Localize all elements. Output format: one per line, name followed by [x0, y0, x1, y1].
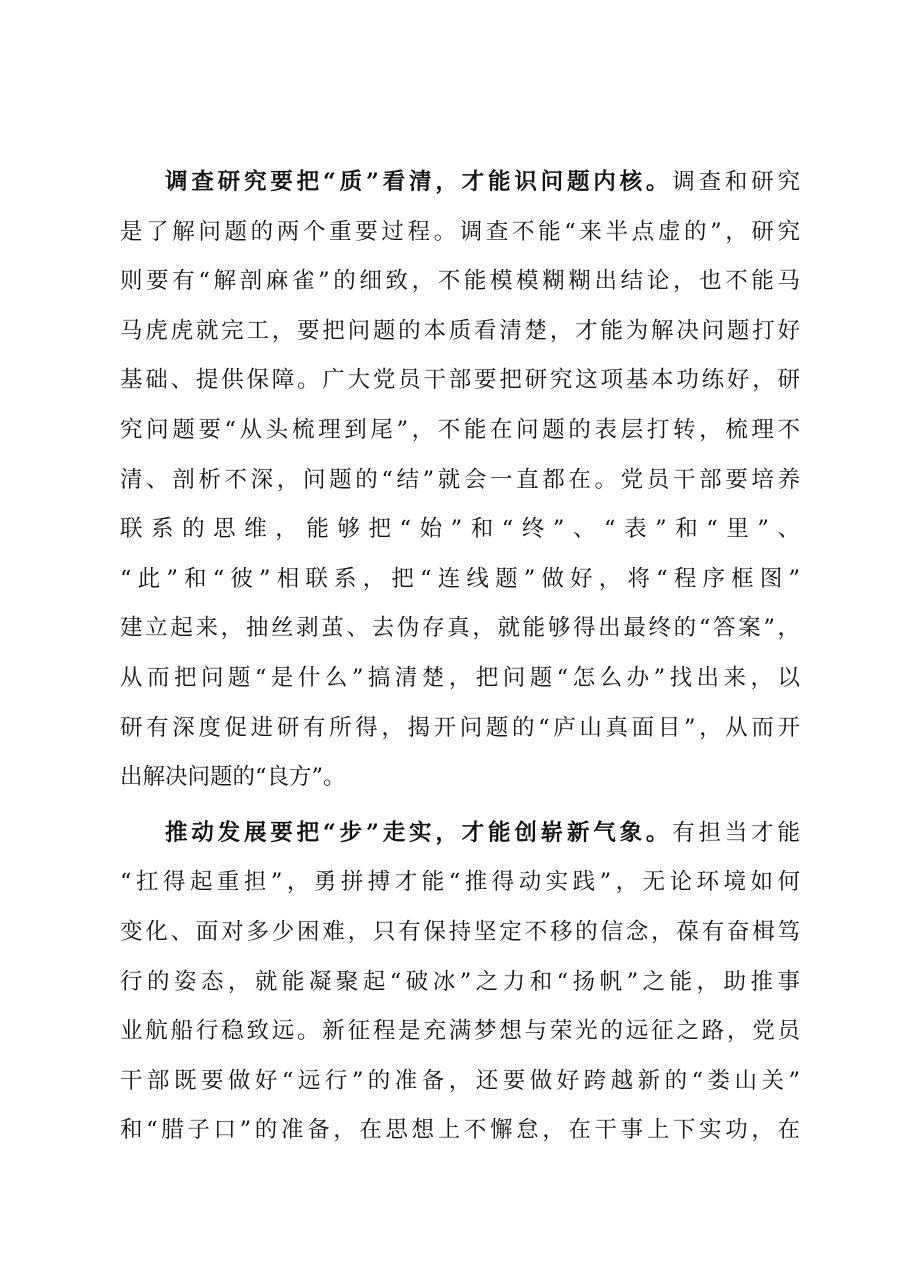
paragraph-text: 有担当才能: [672, 819, 800, 846]
paragraph-line: 马虎虎就完工，要把问题的本质看清楚，才能为解决问题打好: [120, 317, 800, 344]
paragraph-lead: 推动发展要把“步”走实，才能创崭新气象。: [165, 819, 673, 846]
paragraph-line: 究问题要“从头梳理到尾”，不能在问题的表层打转，梳理不: [120, 416, 800, 443]
document-body: [120, 158, 800, 1156]
paragraph-line: 和“腊子口”的准备，在思想上不懈怠，在干事上下实功，在: [120, 1117, 800, 1144]
paragraph-line: 研有深度促进研有所得，揭开问题的“庐山真面目”，从而开: [120, 714, 800, 741]
paragraph-line: 从而把问题“是什么”搞清楚，把问题“怎么办”找出来，以: [120, 664, 800, 691]
paragraph-line: “扛得起重担”，勇拼搏才能“推得动实践”，无论环境如何: [120, 869, 800, 896]
paragraph-line: 清、剖析不深，问题的“结”就会一直都在。党员干部要培养: [120, 466, 800, 493]
paragraph-line: 基础、提供保障。广大党员干部要把研究这项基本功练好，研: [120, 367, 800, 394]
paragraph-line: 干部既要做好“远行”的准备，还要做好跨越新的“娄山关”: [120, 1067, 800, 1094]
paragraph-lead: 调查研究要把“质”看清，才能识问题内核。: [165, 169, 673, 195]
paragraph-line: 联系的思维，能够把“始”和“终”、“表”和“里”、: [120, 516, 800, 543]
paragraph-line: 变化、面对多少困难，只有保持坚定不移的信念，葆有奋楫笃: [120, 918, 800, 945]
paragraph-text: 调查和研究: [672, 169, 800, 195]
paragraph-line: [120, 158, 800, 208]
paragraph-line: 出解决问题的“良方”。: [120, 764, 346, 791]
paragraph-line: [120, 809, 800, 859]
paragraph-line: 建立起来，抽丝剥茧、去伪存真，就能够得出最终的“答案”，: [120, 615, 800, 642]
paragraph-line: 是了解问题的两个重要过程。调查不能“来半点虚的”，研究: [120, 218, 800, 245]
paragraph-line: 则要有“解剖麻雀”的细致，不能模模糊糊出结论，也不能马: [120, 268, 800, 295]
paragraph-line: 行的姿态，就能凝聚起“破冰”之力和“扬帆”之能，助推事: [120, 968, 800, 995]
paragraph-line: 业航船行稳致远。新征程是充满梦想与荣光的远征之路，党员: [120, 1018, 800, 1045]
paragraph-line: “此”和“彼”相联系，把“连线题”做好，将“程序框图”: [120, 565, 800, 592]
paragraph-1: [120, 158, 800, 803]
paragraph-2: [120, 809, 800, 1156]
